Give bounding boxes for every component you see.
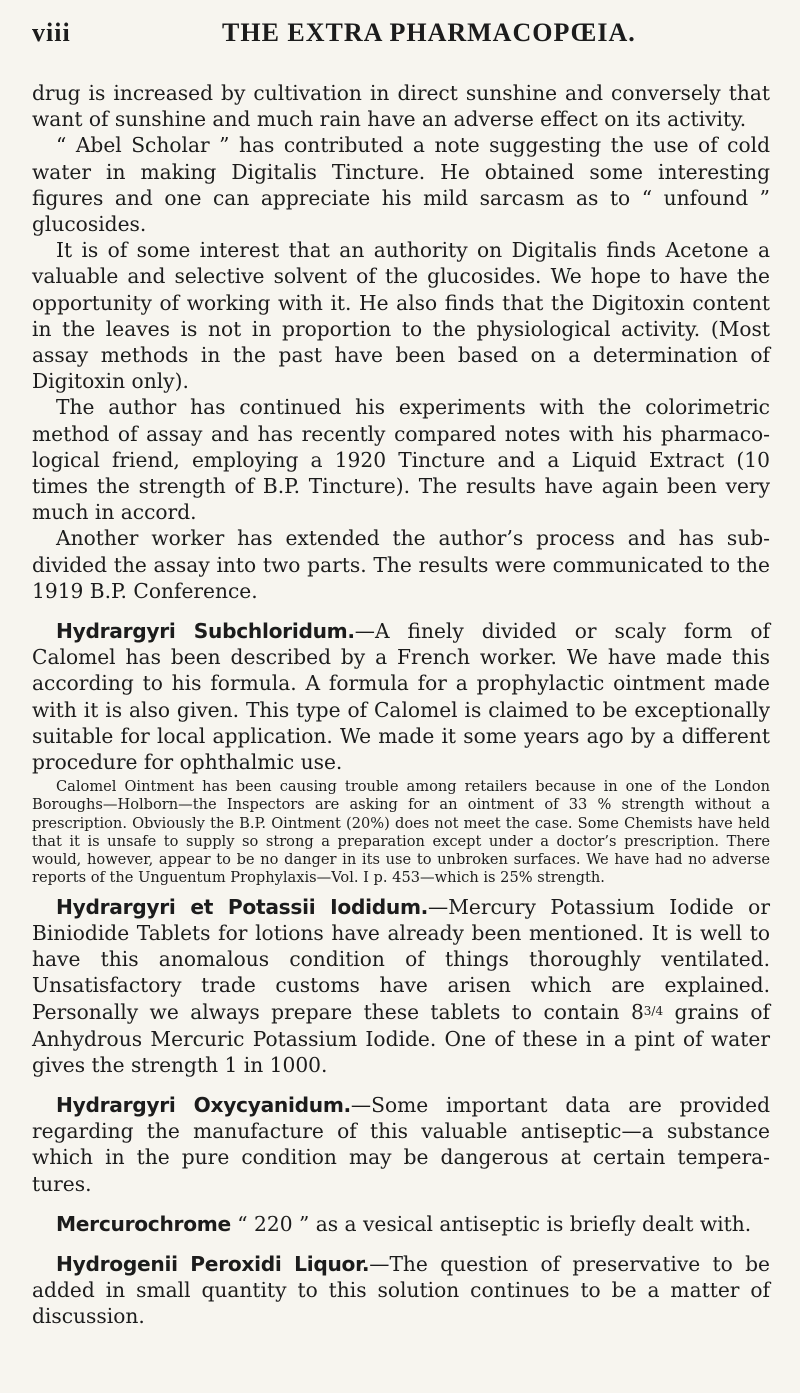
paragraph-oxycyanidum xyxy=(32,1092,770,1197)
paragraph-mercurochrome xyxy=(32,1211,770,1237)
note-calomel-ointment: Calomel Ointment has been causing trouble among retailers because in one of the London Boroughs—Holborn—the Inspectors are asking for an ointment of 33 % strength without a prescription. Obviously the B.P. Ointment (20%) does not meet the case. Some Chemists have held that it is unsafe to supply so strong a preparation except under a doctor’s prescription. There would, however, appear to be no danger in its use to unbroken surfaces. We have had no adverse reports of the Unguentum Prophylaxis—Vol. I p. 453—which is 25% strength. xyxy=(32,778,770,887)
fraction-three-quarters: 3/4 xyxy=(643,1004,664,1019)
paragraph-sunshine: drug is increased by cultivation in direct sunshine and conversely that want of sunshine and much rain have an adverse effect on its activity. xyxy=(32,81,770,132)
text-potassii-iodidum-b: grains of Anhydrous Mercuric Potassium Iodide. One of these in a pint of water gives the strength 1 in 1000. xyxy=(32,1000,770,1077)
page-number: viii xyxy=(32,18,71,47)
heading-potassii-iodidum: Hydrargyri et Potassii Iodidum. xyxy=(56,894,429,919)
text-potassii-iodidum-a: —Mercury Potassium Iodide or Biniodide Tablets for lotions have already been mentioned. It is well to have this anomalous condition of things thoroughly ventilated. Unsatisfactory trade customs have arisen which are explained. Personally we always prepare these tablets to contain 8 xyxy=(32,894,770,1025)
paragraph-colorimetric: The author has continued his experiments with the colorimetric method of assay and has recently compared notes with his pharmaco-logical friend, employing a 1920 Tincture and a Liquid Extract (10 times the strength of B.P. Tincture). The results have again been very much in accord. xyxy=(32,395,770,525)
paragraph-assay-subdivided: Another worker has extended the author’s process and has sub-divided the assay into two parts. The results were communicated to the 1919 B.P. Conference. xyxy=(32,526,770,603)
heading-subchloridum: Hydrargyri Subchloridum. xyxy=(56,619,355,644)
page-body xyxy=(32,80,770,1330)
running-header xyxy=(32,18,764,48)
heading-mercurochrome: Mercurochrome xyxy=(56,1211,231,1236)
text-mercurochrome: “ 220 ” as a vesical antiseptic is briefly dealt with. xyxy=(230,1211,752,1236)
heading-oxycyanidum: Hydrargyri Oxycyanidum. xyxy=(56,1092,351,1117)
paragraph-subchloridum xyxy=(32,618,770,775)
paragraph-acetone: It is of some interest that an authority on Digitalis finds Acetone a valuable and selective solvent of the glucosides. We hope to have the opportunity of working with it. He also finds that the Digitoxin content in the leaves is not in proportion to the physiological activity. (Most assay methods in the past have been based on a determination of Digitoxin only). xyxy=(32,238,770,394)
heading-peroxidi-liquor: Hydrogenii Peroxidi Liquor. xyxy=(56,1251,370,1276)
running-title: THE EXTRA PHARMACOPŒIA. xyxy=(222,18,636,47)
text-subchloridum: —A finely divided or scaly form of Calomel has been described by a French worker. We have made this according to his formula. A formula for a prophylactic ointment made with it is also given. This type of Calomel is claimed to be exceptionally suitable for local application. We made it some years ago by a different procedure for ophthalmic use. xyxy=(32,619,770,775)
paragraph-peroxidi-liquor xyxy=(32,1251,770,1330)
text-oxycyanidum: —Some important data are provided regarding the manufacture of this valuable antiseptic—a substance which in the pure condition may be dangerous at certain tempera-tures. xyxy=(32,1092,770,1196)
text-peroxidi-liquor: —The question of preservative to be added in small quantity to this solution continues to be a matter of discussion. xyxy=(32,1251,770,1329)
paragraph-potassii-iodidum xyxy=(32,894,770,1078)
paragraph-abel-scholar: “ Abel Scholar ” has contributed a note suggesting the use of cold water in making Digitalis Tincture. He obtained some interesting figures and one can appreciate his mild sarcasm as to “ unfound ” glucosides. xyxy=(32,133,770,237)
